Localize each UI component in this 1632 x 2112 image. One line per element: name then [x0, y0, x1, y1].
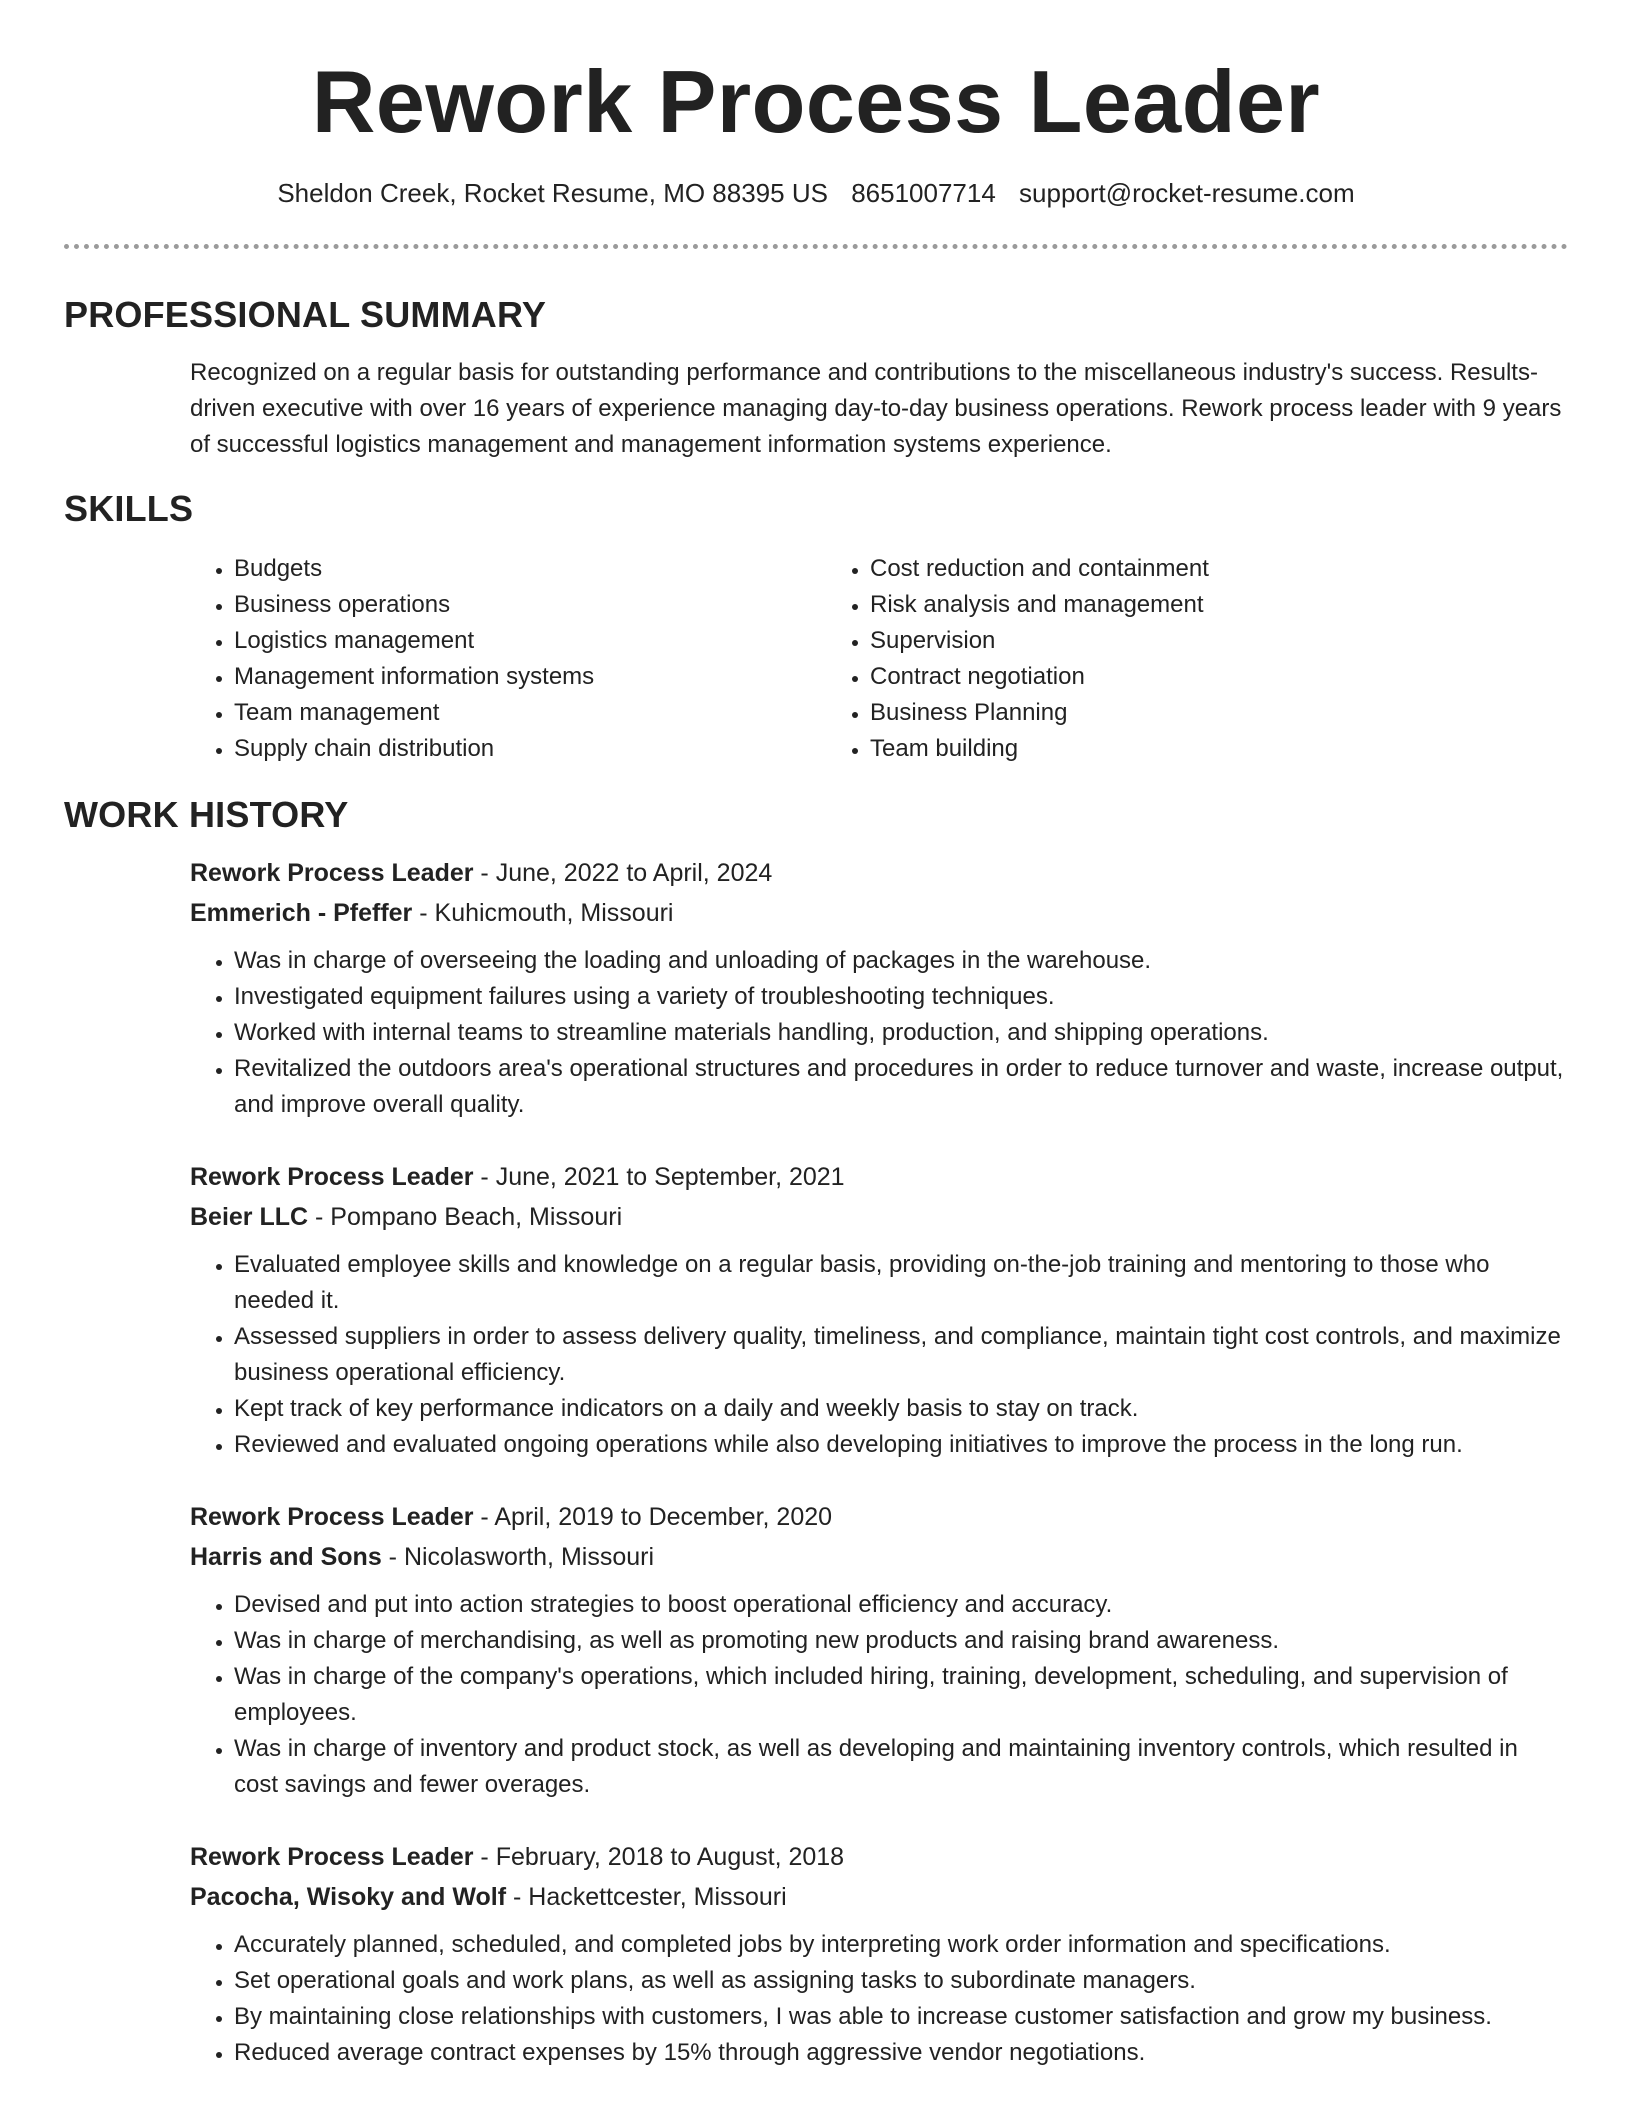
job-location: - Pompano Beach, Missouri [308, 1203, 623, 1231]
job-bullet: • Was in charge of overseeing the loading and unloading of packages in the warehouse. [234, 943, 1568, 979]
job-dates: - April, 2019 to December, 2020 [473, 1503, 833, 1531]
job-location: - Kuhicmouth, Missouri [412, 899, 674, 927]
contact-phone: 8651007714 [851, 178, 996, 208]
skill-item: • Team building [870, 731, 1209, 767]
skill-item: • Risk analysis and management [870, 587, 1209, 623]
skill-item: • Supply chain distribution [234, 731, 826, 767]
job-company-line [190, 1537, 1568, 1577]
job-bullets [190, 1927, 1568, 2071]
skill-item: • Contract negotiation [870, 659, 1209, 695]
job-bullet: • Evaluated employee skills and knowledge on a regular basis, providing on-the-job training and mentoring to those who needed it. [234, 1247, 1568, 1319]
work-history-heading: WORK HISTORY [64, 794, 349, 835]
job-title-line [190, 853, 1568, 893]
header-divider [64, 244, 1568, 249]
job-bullet: • Devised and put into action strategies to boost operational efficiency and accuracy. [234, 1587, 1568, 1623]
contact-line [64, 176, 1568, 210]
summary-text: Recognized on a regular basis for outstanding performance and contributions to the miscellaneous industry's success. Results-driven executive with over 16 years of experience managing day-to-day business operations. Rework process leader with 9 years of successful logistics management and management information systems experience. [190, 359, 1562, 458]
job-bullet: • Worked with internal teams to streamline materials handling, production, and shipping operations. [234, 1015, 1568, 1051]
job-bullets [190, 1247, 1568, 1463]
job-bullets [190, 1587, 1568, 1803]
job-role: Rework Process Leader [190, 1503, 474, 1531]
job-location: - Nicolasworth, Missouri [381, 1543, 655, 1571]
job-company: Pacocha, Wisoky and Wolf [190, 1883, 507, 1911]
job-role: Rework Process Leader [190, 859, 474, 887]
job-bullet: • Assessed suppliers in order to assess delivery quality, timeliness, and compliance, maintain tight cost controls, and maximize business operational efficiency. [234, 1319, 1568, 1391]
job-bullet: • Kept track of key performance indicators on a daily and weekly basis to stay on track. [234, 1391, 1568, 1427]
job-company-line [190, 1197, 1568, 1237]
skills-column-2 [826, 551, 1209, 767]
job-bullet: • Was in charge of merchandising, as well as promoting new products and raising brand awareness. [234, 1623, 1568, 1659]
skills-column-1 [190, 551, 826, 767]
job-entry [190, 1837, 1568, 2071]
skill-item: • Logistics management [234, 623, 826, 659]
skills-heading: SKILLS [64, 488, 194, 529]
job-title-line [190, 1157, 1568, 1197]
job-company: Emmerich - Pfeffer [190, 899, 413, 927]
job-role: Rework Process Leader [190, 1163, 474, 1191]
skill-item: • Team management [234, 695, 826, 731]
job-bullet: • By maintaining close relationships with customers, I was able to increase customer satisfaction and grow my business. [234, 1999, 1568, 2035]
job-bullet: • Reviewed and evaluated ongoing operations while also developing initiatives to improve the process in the long run. [234, 1427, 1568, 1463]
skills-list [190, 551, 1568, 767]
job-dates: - February, 2018 to August, 2018 [473, 1843, 845, 1871]
job-company: Harris and Sons [190, 1543, 382, 1571]
skill-item: • Business operations [234, 587, 826, 623]
job-bullet: • Accurately planned, scheduled, and completed jobs by interpreting work order information and specifications. [234, 1927, 1568, 1963]
skill-item: • Budgets [234, 551, 826, 587]
job-bullet: • Was in charge of inventory and product stock, as well as developing and maintaining inventory controls, which resulted in cost savings and fewer overages. [234, 1731, 1568, 1803]
job-company-line [190, 893, 1568, 933]
contact-address: Sheldon Creek, Rocket Resume, MO 88395 US [277, 178, 828, 208]
skill-item: • Management information systems [234, 659, 826, 695]
job-bullet: • Revitalized the outdoors area's operational structures and procedures in order to reduce turnover and waste, increase output, and improve overall quality. [234, 1051, 1568, 1123]
job-dates: - June, 2021 to September, 2021 [473, 1163, 845, 1191]
job-title-line [190, 1837, 1568, 1877]
job-bullet: • Investigated equipment failures using a variety of troubleshooting techniques. [234, 979, 1568, 1015]
job-company-line [190, 1877, 1568, 1917]
summary-heading: PROFESSIONAL SUMMARY [64, 294, 547, 335]
job-bullet: • Set operational goals and work plans, as well as assigning tasks to subordinate managers. [234, 1963, 1568, 1999]
skill-item: • Cost reduction and containment [870, 551, 1209, 587]
job-company: Beier LLC [190, 1203, 309, 1231]
contact-email[interactable]: support@rocket-resume.com [1019, 178, 1355, 208]
resume-name: Rework Process Leader [311, 52, 1321, 151]
job-entry [190, 1157, 1568, 1463]
skill-item: • Supervision [870, 623, 1209, 659]
job-role: Rework Process Leader [190, 1843, 474, 1871]
job-location: - Hackettcester, Missouri [506, 1883, 787, 1911]
job-title-line [190, 1497, 1568, 1537]
job-entry [190, 853, 1568, 1123]
job-entry [190, 1497, 1568, 1803]
job-bullet: • Reduced average contract expenses by 15% through aggressive vendor negotiations. [234, 2035, 1568, 2071]
skill-item: • Business Planning [870, 695, 1209, 731]
job-dates: - June, 2022 to April, 2024 [473, 859, 773, 887]
job-bullets [190, 943, 1568, 1123]
job-bullet: • Was in charge of the company's operations, which included hiring, training, development, scheduling, and supervision of employees. [234, 1659, 1568, 1731]
